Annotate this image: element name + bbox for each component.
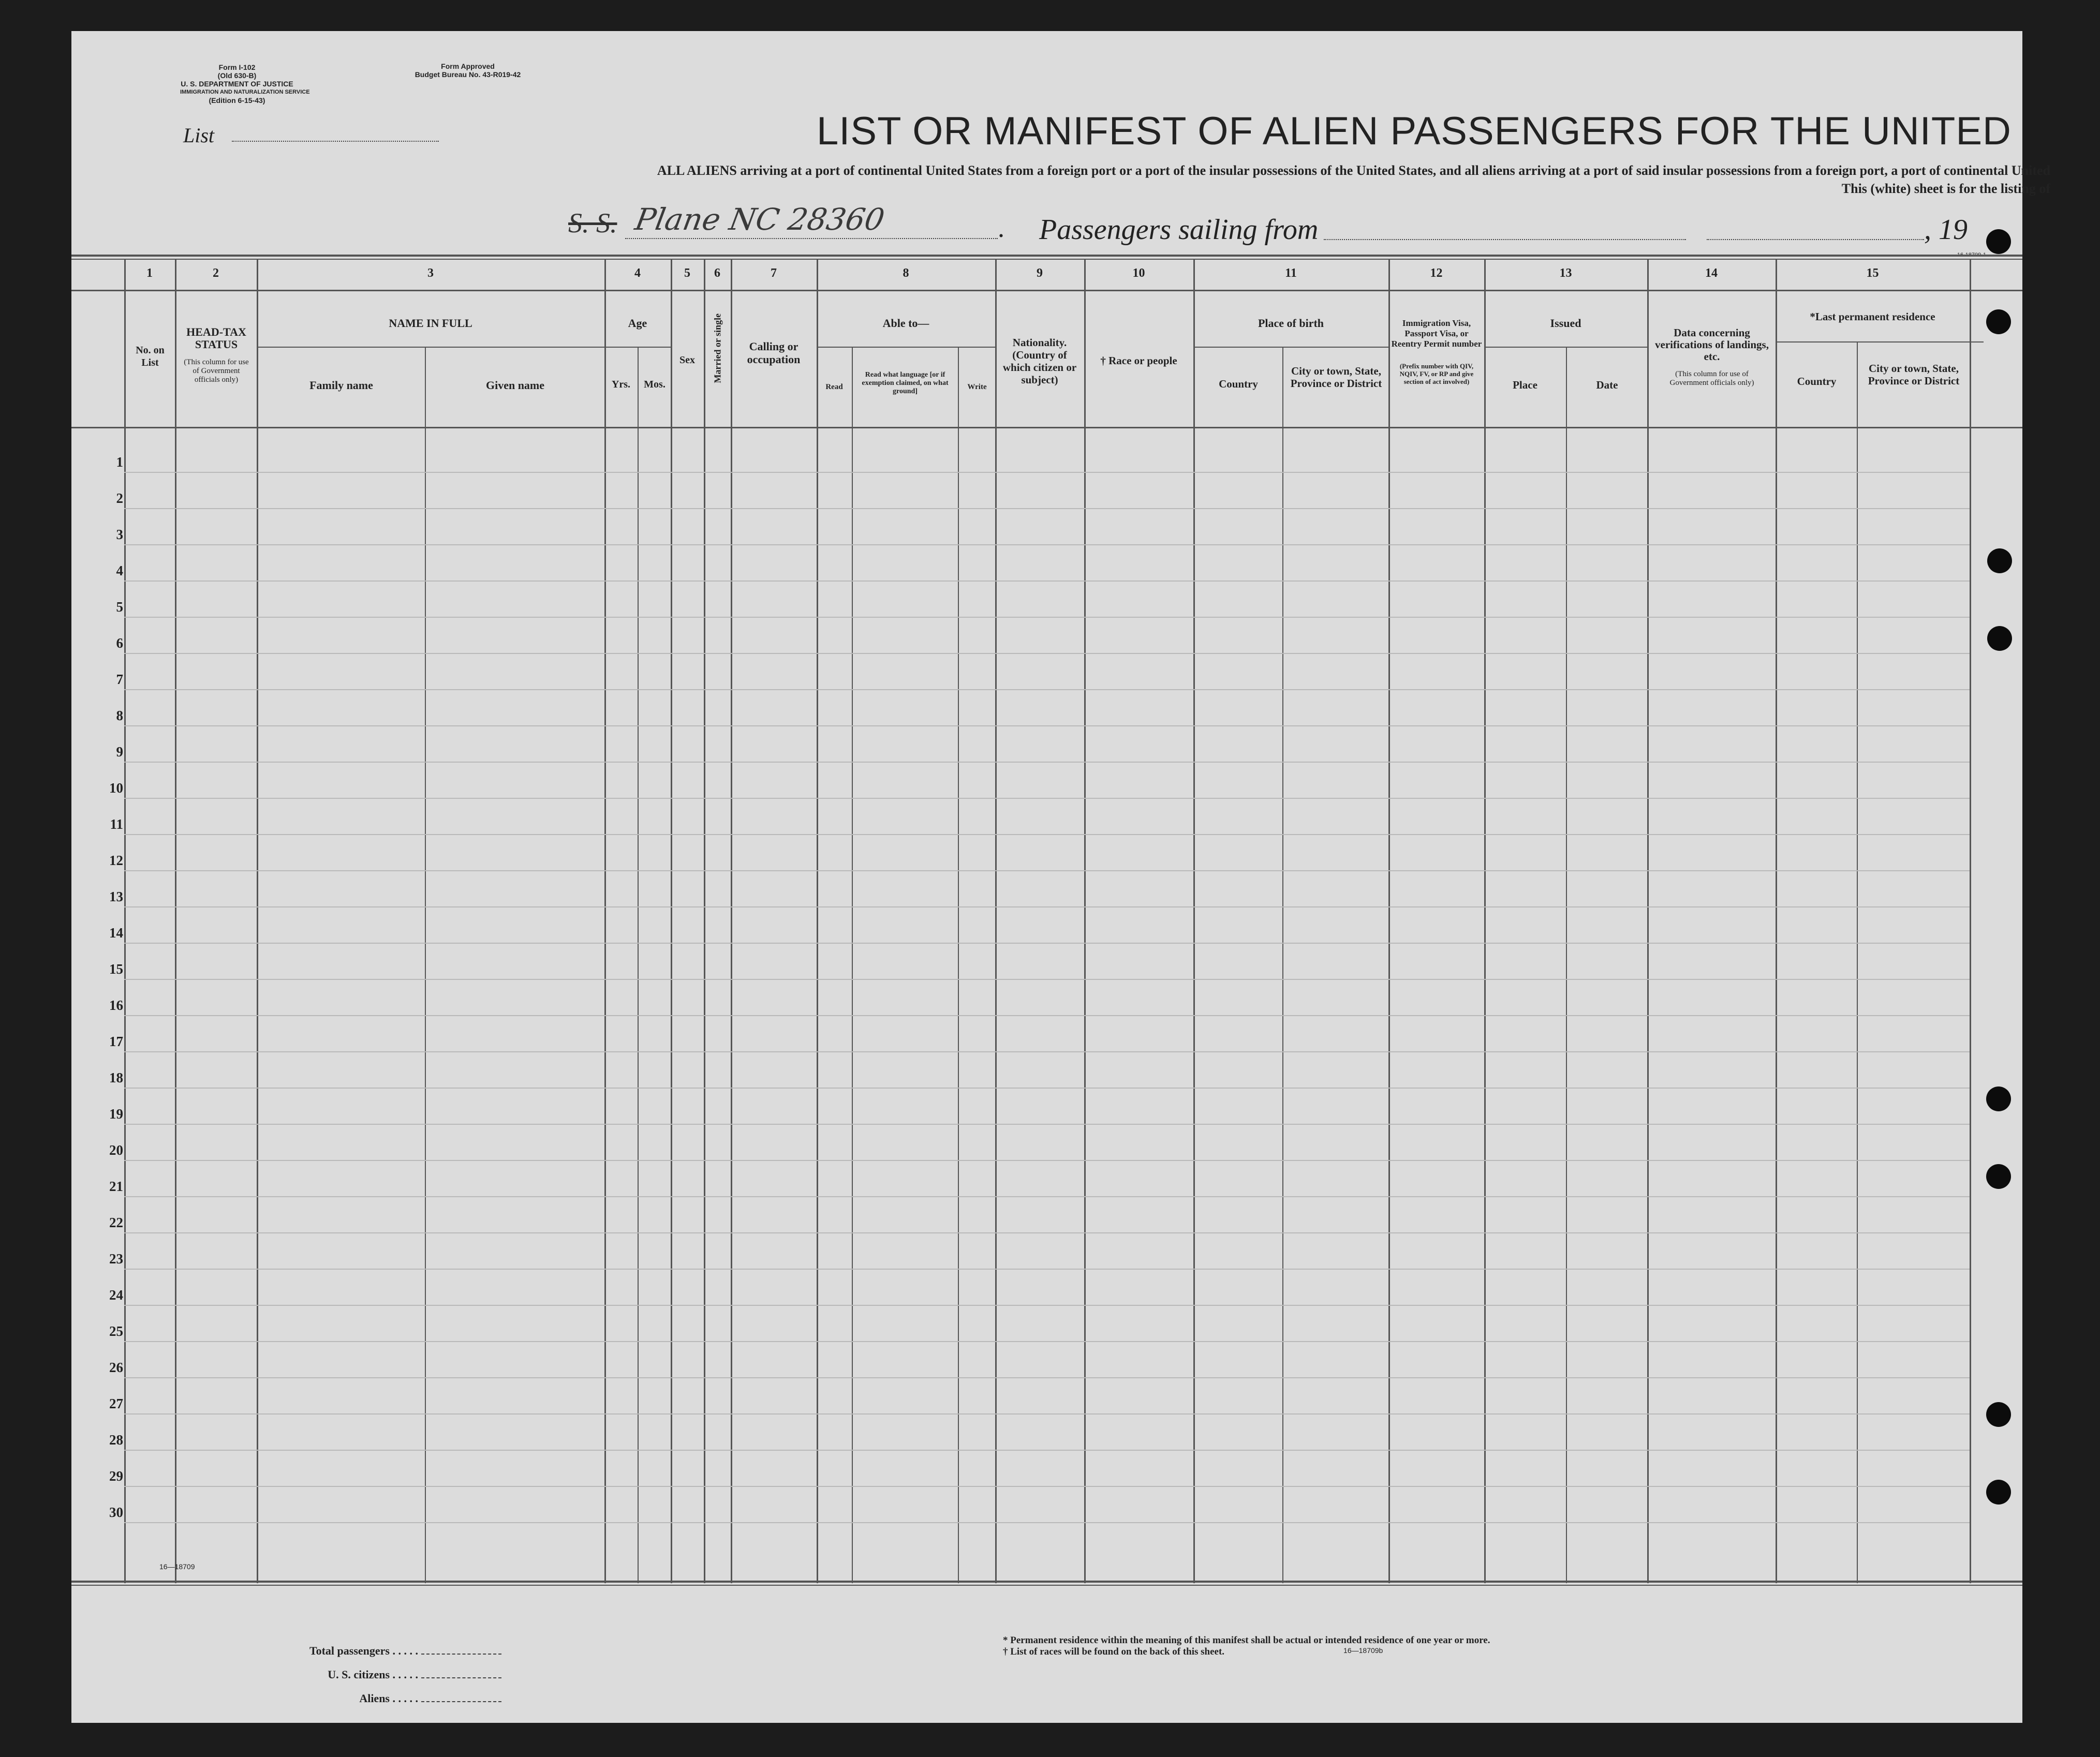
row-number: 6 [116, 635, 123, 651]
subtitle-line-2: This (white) sheet is for the listing of [1841, 181, 2050, 196]
row-number: 22 [109, 1215, 123, 1230]
col-number-13: 13 [1559, 266, 1572, 280]
aliens-label: Aliens . . . . . [359, 1692, 418, 1705]
table-row[interactable] [124, 508, 1970, 509]
header-issued: Issued [1550, 317, 1581, 330]
col-number-15: 15 [1866, 266, 1879, 280]
table-row[interactable] [124, 472, 1970, 473]
row-number: 17 [109, 1034, 123, 1049]
col-number-4: 4 [634, 266, 641, 280]
header-read: Read [825, 383, 843, 391]
table-row[interactable] [124, 1450, 1970, 1451]
manifest-title: LIST OR MANIFEST OF ALIEN PASSENGERS FOR THE UNITED [817, 109, 2012, 153]
table-row[interactable] [124, 943, 1970, 944]
header-age-years: Yrs. [611, 379, 631, 390]
header-last-residence: *Last permanent residence [1810, 310, 1935, 323]
sailing-date-field[interactable] [1707, 239, 1924, 240]
row-number: 9 [116, 744, 123, 760]
header-head-tax-note: (This column for use of Government officials only) [184, 358, 249, 384]
col-number-8: 8 [903, 266, 909, 280]
header-place-of-birth: Place of birth [1258, 317, 1324, 330]
approval-line-1: Form Approved [441, 62, 495, 70]
header-calling: Calling or occupation [747, 340, 801, 366]
col-number-5: 5 [684, 266, 690, 280]
binding-hole [1986, 229, 2011, 254]
table-row[interactable] [124, 1305, 1970, 1306]
binding-hole [1986, 1164, 2011, 1189]
header-read-what-language: Read what language [or if exemption claimed, on what ground] [862, 371, 949, 395]
table-row[interactable] [124, 1486, 1970, 1487]
table-row[interactable] [124, 653, 1970, 654]
col-number-3: 3 [427, 266, 434, 280]
us-citizens-field[interactable] [421, 1677, 501, 1678]
list-number-field[interactable] [232, 141, 439, 142]
row-number: 14 [109, 925, 123, 941]
footnote-print-code: 16—18709b [1343, 1646, 1383, 1655]
row-number: 21 [109, 1179, 123, 1194]
header-race: † Race or people [1100, 354, 1177, 367]
manifest-sheet [71, 31, 2050, 1723]
header-no-on-list: No. on List [136, 345, 165, 368]
table-row[interactable] [124, 1232, 1970, 1233]
vessel-name-field[interactable] [625, 238, 998, 239]
table-bottom-rule [71, 1581, 2022, 1583]
header-issued-place: Place [1513, 379, 1537, 391]
header-nationality: Nationality. (Country of which citizen or subject) [1002, 336, 1077, 386]
row-number: 10 [109, 780, 123, 796]
table-row[interactable] [124, 906, 1970, 907]
row-number: 26 [109, 1360, 123, 1375]
row-number: 8 [116, 708, 123, 723]
header-age: Age [628, 317, 647, 330]
row-number: 30 [109, 1505, 123, 1520]
header-age-months: Mos. [644, 379, 666, 390]
table-row[interactable] [124, 1377, 1970, 1378]
header-birth-country: Country [1219, 378, 1258, 390]
form-number: Form I-102 [218, 63, 256, 71]
service-name: IMMIGRATION AND NATURALIZATION SERVICE [180, 89, 310, 95]
form-id-block [180, 63, 310, 105]
header-sex: Sex [679, 354, 695, 366]
col-number-1: 1 [146, 266, 153, 280]
table-row[interactable] [124, 1160, 1970, 1161]
header-immigration-note: (Prefix number with QIV, NQIV, FV, or RP and give section of act involved) [1399, 362, 1474, 385]
binding-hole [1986, 1402, 2011, 1427]
table-row[interactable] [124, 1124, 1970, 1125]
footnotes [1003, 1635, 1490, 1658]
residence-subrule [1777, 341, 1984, 343]
footnote-races: † List of races will be found on the back of this sheet. [1003, 1646, 1225, 1657]
row-number: 23 [109, 1251, 123, 1267]
header-issued-date: Date [1596, 379, 1618, 391]
table-row[interactable] [124, 617, 1970, 618]
total-passengers-field[interactable] [421, 1654, 501, 1655]
table-row[interactable] [124, 544, 1970, 545]
binding-hole [1986, 309, 2011, 334]
form-old-number: (Old 630-B) [217, 71, 257, 80]
row-number: 13 [109, 889, 123, 904]
binding-hole [1986, 1480, 2011, 1505]
col-number-12: 12 [1430, 266, 1443, 280]
header-write: Write [967, 383, 987, 391]
header-given-name: Given name [485, 379, 545, 392]
header-residence-country: Country [1797, 375, 1837, 388]
header-bottom-rule [71, 427, 2022, 428]
table-row[interactable] [124, 1088, 1970, 1089]
header-married-or-single: Married or single [712, 313, 723, 383]
subtitle-line-1: ALL ALIENS arriving at a port of continental United States from a foreign port or a port of the insular possessions of the United States, and all aliens arriving at a port of said insular possessions from a foreign port, a port of continental United [657, 163, 2050, 178]
col-number-14: 14 [1705, 266, 1718, 280]
row-number: 28 [109, 1432, 123, 1448]
row-number: 1 [116, 454, 123, 470]
form-edition: (Edition 6-15-43) [209, 96, 265, 105]
birth-subrule [1194, 347, 1388, 348]
department-name: U. S. DEPARTMENT OF JUSTICE [181, 80, 293, 88]
table-row[interactable] [124, 1341, 1970, 1342]
aliens-field[interactable] [421, 1701, 501, 1702]
vessel-struck-prefix: S. S. [568, 207, 617, 239]
binding-hole [1987, 548, 2012, 573]
table-row[interactable] [124, 798, 1970, 799]
row-number: 16 [109, 997, 123, 1013]
header-birth-city: City or town, State, Province or District [1290, 365, 1382, 390]
row-number: 7 [116, 672, 123, 687]
list-label: List [183, 124, 215, 147]
header-data-note: (This column for use of Government officials only) [1669, 370, 1754, 387]
name-subrule [258, 347, 604, 348]
row-number: 27 [109, 1396, 123, 1411]
header-head-tax: HEAD-TAX STATUS [186, 325, 246, 351]
table-row[interactable] [124, 689, 1970, 690]
approval-line-2: Budget Bureau No. 43-R019-42 [415, 70, 521, 79]
row-number: 12 [109, 853, 123, 868]
table-top-rule-2 [71, 259, 2022, 260]
row-number: 25 [109, 1323, 123, 1339]
row-number: 4 [116, 563, 123, 578]
col-number-10: 10 [1132, 266, 1145, 280]
vessel-period: . [998, 214, 1004, 243]
row-number: 24 [109, 1287, 123, 1303]
table-row[interactable] [124, 1522, 1970, 1523]
header-name-in-full: NAME IN FULL [389, 317, 472, 330]
col-number-7: 7 [771, 266, 777, 280]
print-code-bottom: 16—18709 [159, 1562, 195, 1571]
total-passengers-label: Total passengers . . . . . [309, 1644, 418, 1657]
footnote-permanent-residence: * Permanent residence within the meaning of this manifest shall be actual or intended residence of one year or more. [1003, 1635, 1490, 1646]
col-number-6: 6 [714, 266, 720, 280]
table-row[interactable] [124, 580, 1970, 582]
table-row[interactable] [124, 1269, 1970, 1270]
row-number: 18 [109, 1070, 123, 1085]
colnum-rule [71, 290, 2022, 291]
row-number: 19 [109, 1106, 123, 1122]
table-row[interactable] [124, 834, 1970, 835]
totals-block [201, 1634, 501, 1705]
row-number: 15 [109, 961, 123, 977]
binding-hole [1986, 1086, 2011, 1111]
col-number-11: 11 [1285, 266, 1297, 280]
binding-hole [1987, 626, 2012, 651]
table-row[interactable] [124, 1413, 1970, 1414]
table-row[interactable] [124, 725, 1970, 726]
table-bottom-rule-2 [71, 1585, 2022, 1586]
approval-block [401, 62, 535, 79]
year-prefix: , 19 [1924, 214, 1968, 246]
us-citizens-label: U. S. citizens . . . . . [328, 1668, 418, 1681]
sailing-port-field[interactable] [1324, 239, 1686, 240]
row-number: 5 [116, 599, 123, 615]
col-number-9: 9 [1037, 266, 1043, 280]
table-row[interactable] [124, 1196, 1970, 1197]
row-number: 3 [116, 527, 123, 542]
header-residence-city: City or town, State, Province or District [1868, 362, 1960, 387]
row-number: 2 [116, 490, 123, 506]
table-row[interactable] [124, 1015, 1970, 1016]
table-row[interactable] [124, 979, 1970, 980]
header-able-to: Able to— [882, 317, 929, 330]
table-top-rule [71, 255, 2022, 257]
col-number-2: 2 [213, 266, 219, 280]
header-immigration-visa: Immigration Visa, Passport Visa, or Reentry Permit number [1391, 318, 1482, 349]
sailing-label: Passengers sailing from [1039, 214, 1319, 246]
able-subrule [817, 347, 995, 348]
header-data-concerning: Data concerning verifications of landings, etc. [1655, 326, 1769, 363]
row-number: 29 [109, 1468, 123, 1484]
table-row[interactable] [124, 1051, 1970, 1052]
row-number: 11 [110, 816, 123, 832]
row-number: 20 [109, 1142, 123, 1158]
table-row[interactable] [124, 762, 1970, 763]
header-family-name: Family name [309, 379, 373, 392]
table-row[interactable] [124, 870, 1970, 871]
vessel-handwritten-name: Plane NC 28360 [632, 202, 888, 237]
